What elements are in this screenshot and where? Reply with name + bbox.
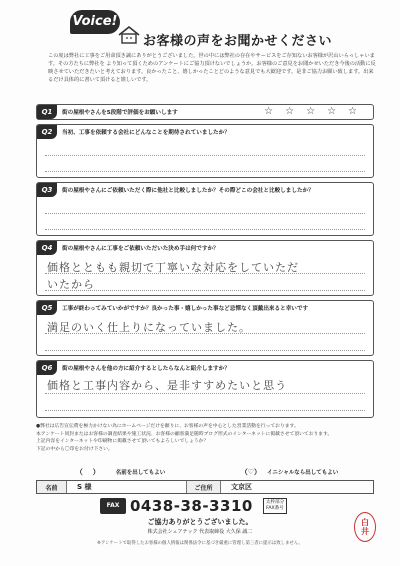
answer-line	[45, 393, 365, 394]
question-number: Q1	[37, 105, 57, 119]
question-text: 工事が終わってみていかがですか？良かった事・嬉しかった事など忌憚なく頂戴出来ると幸いです	[62, 306, 309, 312]
star-icon[interactable]: ☆	[264, 106, 274, 117]
answer-line	[45, 273, 365, 274]
choice-bracket[interactable]: （♡）	[240, 468, 262, 476]
voice-badge: Voice!	[70, 10, 120, 34]
heart-mark: ♡	[247, 468, 255, 476]
seal-char: 井	[361, 526, 369, 536]
permission-full-name[interactable]	[36, 466, 205, 478]
question-6	[36, 360, 374, 418]
handwritten-answer: いたから	[47, 278, 95, 291]
address-label: ご住所	[187, 481, 221, 493]
question-5	[36, 300, 374, 356]
star-icon[interactable]: ☆	[348, 106, 357, 117]
answer-line	[45, 350, 365, 351]
fax-note-text: 太枠部分 FAX番号	[265, 500, 285, 511]
permission-options	[36, 466, 374, 478]
question-number: Q4	[37, 241, 57, 255]
handwritten-answer: 価格と工事内容から、是非すすめたいと思う	[47, 379, 288, 392]
star-icon[interactable]: ☆	[327, 106, 337, 117]
question-1	[36, 104, 374, 120]
company-line: 株式会社シェアテック 代表取締役 大久保 誠二	[147, 529, 253, 535]
question-text: 街の屋根やさんを他の方に紹介するとしたらなんと紹介しますか？	[62, 366, 230, 372]
privacy-note: ※アンケートで取得したお客様の個人情報は関係法令に基づき厳重に管理し第三者に提示は致しません。	[97, 541, 303, 546]
note-line: 本アンケート同封またはお客様の調査結果や施工状況、お客様の顧客満足随時ブログ形式のインターネットに掲載させて頂いております。	[36, 431, 333, 437]
note-line: 下記の中から〇印をお付け下さい。	[36, 446, 113, 452]
question-2	[36, 124, 374, 178]
question-number: Q3	[37, 183, 57, 197]
house-icon	[118, 26, 140, 44]
answer-line	[45, 171, 365, 172]
page-title: お客様の声をお聞かせください	[143, 34, 333, 49]
answer-line	[45, 410, 365, 411]
handwritten-answer: 満足のいく仕上りになっていました。	[47, 321, 251, 334]
handwritten-answer: 価格とともも親切で丁寧いな対応をしていただ	[47, 261, 299, 274]
answer-line	[45, 333, 365, 334]
question-text: 街の屋根やさんを5段階で評価をお願いします	[62, 110, 178, 116]
question-text: 街の屋根やさんにご依頼いただく際に他社と比較しましたか？その際どこの会社と比較しましたか？	[62, 188, 314, 194]
name-seal-stamp	[354, 512, 376, 542]
answer-line	[45, 213, 365, 214]
question-text: 街の屋根やさんに工事をご依頼いただいた決め手は何ですか？	[62, 246, 219, 252]
question-number: Q2	[37, 125, 57, 139]
name-value[interactable]: S 様	[67, 481, 187, 493]
seal-char: 白	[361, 517, 369, 527]
fax-note	[263, 498, 287, 514]
question-number: Q6	[37, 361, 57, 375]
fax-icon: FAX	[100, 498, 126, 514]
question-text: 当初、工事を依頼する会社にどんなことを期待されていましたか？	[62, 130, 230, 136]
fax-number: 0438-38-3310	[130, 497, 253, 515]
note-line: ●弊社は広告宣伝費を極力かけない為にホームページだけを頼りに、お客様の声を中心とした営業活動を行っております。	[36, 424, 299, 429]
answer-line	[45, 290, 365, 291]
permission-label: イニシャルなら出してもよい	[267, 470, 339, 476]
question-4	[36, 240, 374, 296]
permission-initials[interactable]	[205, 466, 374, 478]
permission-label: 名前を出してもよい	[115, 470, 166, 476]
customer-info	[36, 480, 374, 494]
answer-line	[45, 155, 365, 156]
question-3	[36, 182, 374, 236]
star-icon[interactable]: ☆	[285, 106, 295, 117]
rating-stars[interactable]	[264, 106, 357, 117]
address-value[interactable]: 文京区	[231, 483, 252, 491]
name-label: 名前	[37, 481, 67, 493]
fax-section	[100, 496, 330, 516]
notes	[36, 423, 376, 453]
note-line: 上記内容をインターネットや印刷物に掲載させて頂いてもよろしいでしょうか？	[36, 439, 209, 444]
intro-text: この度は弊社に工事をご用命頂き誠にありがとうございました。世の中には弊社の存在やサービスをご存知ないお客様が沢山いらっしゃいます。その方たちに弊社を より知って頂くためのアンケートにご協力頂けないでしょうか。お客様のご意見をお聞かせいただき今後の活動に反映させていただきたいと考えております。良かったこと、嬉しかったことどのような意見でも大歓迎です。是非ご協力お願い致します。出来るだけ具体的に書いて頂けると嬉しいです。	[48, 53, 376, 83]
question-number: Q5	[37, 301, 57, 315]
answer-line	[45, 229, 365, 230]
star-icon[interactable]: ☆	[306, 106, 316, 117]
thanks-text: ご協力ありがとうございました。	[147, 518, 253, 526]
choice-bracket[interactable]: （）	[75, 468, 110, 476]
